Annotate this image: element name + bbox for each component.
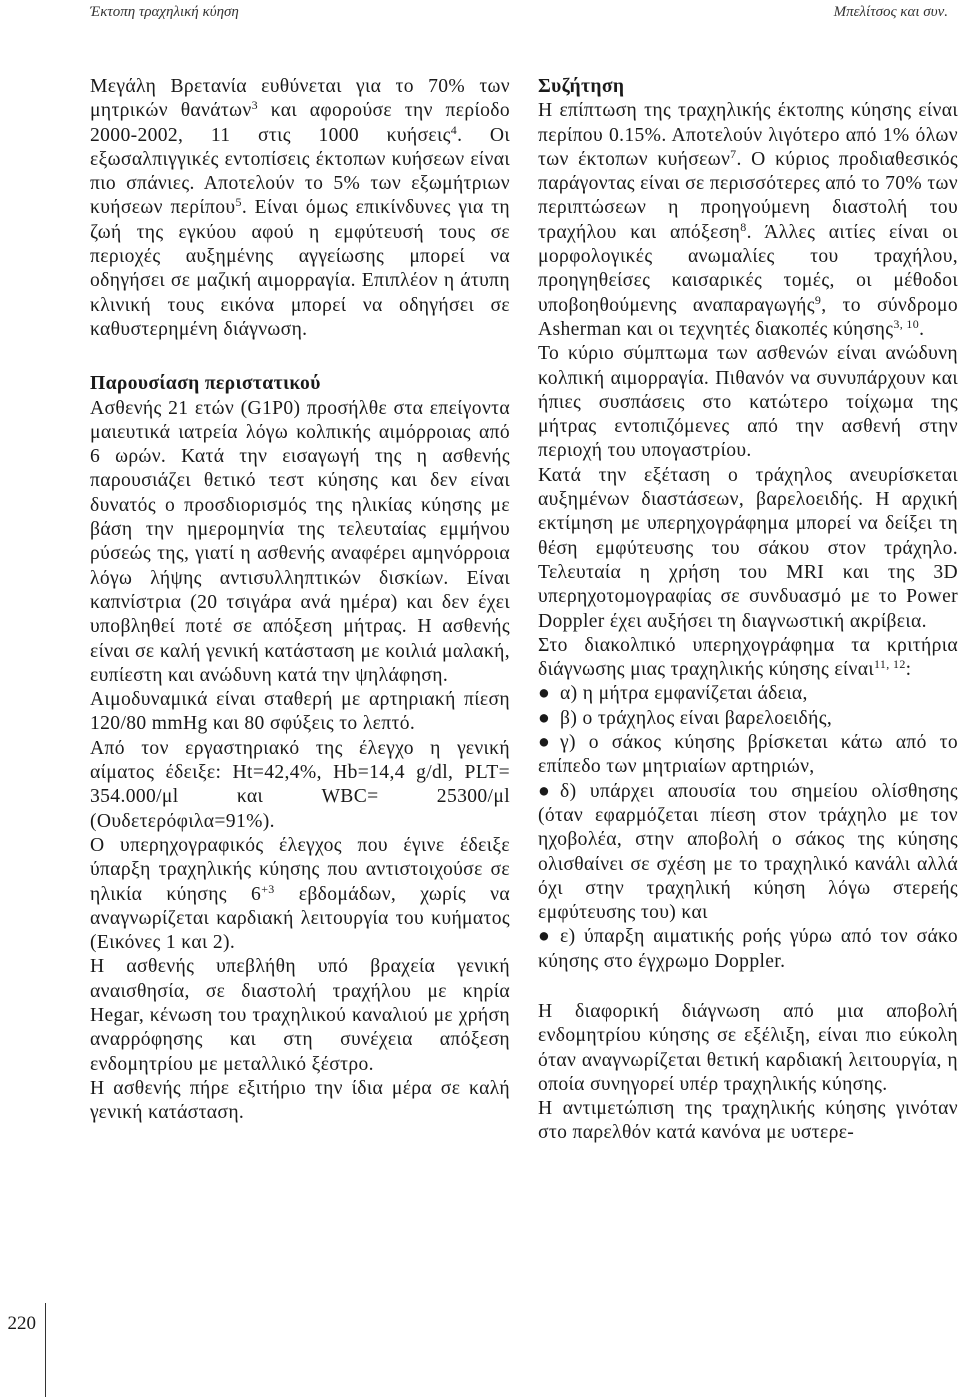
criteria-item: ● δ) υπάρχει απουσία του σημείου ολίσθησης (όταν εφαρμόζεται πίεση στον τράχηλο με τον ηχοβολέα, στην αποβολή ο σάκος της κύησης ολισθαίνει σε σχέση με το τραχηλικό κανάλι αλλά όχι στην τραχηλική κύηση λόγω στερεής εμφύτευσης του) και — [538, 780, 958, 924]
case-paragraph-2: Αιμοδυναμικά είναι σταθερή με αρτηριακή πίεση 120/80 mmHg και 80 σφύξεις το λεπτό. — [90, 689, 510, 735]
page-number: 220 — [7, 1313, 36, 1334]
discussion-paragraph-2: Το κύριο σύμπτωμα των ασθενών είναι ανώδυνη κολπική αιμορραγία. Πιθανόν να συνυπάρχουν και ήπιες συσπάσεις στο κατώτερο τοίχωμα της μήτρας εντοπιζόμενες από την ασθενή στην περιοχή του υπογαστρίου. — [538, 343, 958, 462]
criteria-item: ● γ) ο σάκος κύησης βρίσκεται κάτω από το επίπεδο των μητριαίων αρτηριών, — [538, 732, 958, 778]
bullet-icon: ● — [538, 780, 551, 802]
case-paragraph-5: Η ασθενής υπεβλήθη υπό βραχεία γενική αναισθησία, σε διαστολή τραχήλου με κηρία Hegar, κένωση του τραχηλικού καναλιού με χρήση αναρρόφησης και στη συνέχεια απόξεση ενδομητρίου με μεταλλικό ξέστρο. — [90, 956, 510, 1075]
case-paragraph-6: Η ασθενής πήρε εξιτήριο την ίδια μέρα σε καλή γενική κατάσταση. — [90, 1077, 510, 1124]
left-column — [90, 75, 510, 1125]
bullet-icon: ● — [538, 926, 551, 948]
discussion-paragraph-3: Κατά την εξέταση ο τράχηλος ανευρίσκεται αυξημένων διαστάσεων, βαρελοειδής. Η αρχική εκτίμηση με υπερηχογράφημα μπορεί να δείξει τη θέση εμφύτευσης του σάκου στον τράχηλο. Τελευταία η χρήση του MRI και της 3D υπερηχοτομογραφίας σε συνδυασμό με το Power Doppler έχει αυξήσει τη διαγνωστική ακρίβεια. — [538, 464, 958, 632]
discussion-paragraph-5: Η διαφορική διάγνωση από μια αποβολή ενδομητρίου κύησης σε εξέλιξη, είναι πιο εύκολη όταν αναγνωρίζεται θετική καρδιακή λειτουργία, η οποία συνηγορεί υπέρ τραχηλικής κύησης. — [538, 1000, 958, 1095]
bullet-icon: ● — [538, 707, 551, 729]
page-number-rule — [45, 1303, 46, 1397]
criteria-item: ● β) ο τράχηλος είναι βαρελοειδής, — [538, 707, 958, 731]
case-paragraph-1: Ασθενής 21 ετών (G1P0) προσήλθε στα επείγοντα μαιευτικά ιατρεία λόγω κολπικής αιμόρροιας από 6 ωρών. Κατά την εισαγωγή της η ασθενής παρουσιάζει θετικό τεστ κύησης και δεν είναι δυνατός ο προσδιορισμός της ηλικίας κύησης με βάση την ημερομηνία της τελευταίας εμμήνου ρύσεώς της, γιατί η ασθενής αναφέρει αμηνόρροια λόγω λήψης αντισυλληπτικών δισκίων. Είναι καπνίστρια (20 τσιγάρα ανά ημέρα) και δεν έχει υποβληθεί ποτέ σε απόξεση μήτρας. Η ασθενής είναι σε καλή γενική κατάσταση με κοιλιά μαλακή, ευπίεστη και ανώδυνη κατά την ψηλάφηση. — [90, 397, 510, 686]
case-heading: Παρουσίαση περιστατικού — [90, 373, 321, 395]
running-head-title: Έκτοπη τραχηλική κύηση — [90, 4, 239, 20]
discussion-heading: Συζήτηση — [538, 76, 625, 97]
case-paragraph-4: Ο υπερηχογραφικός έλεγχος που έγινε έδειξε ύπαρξη τραχηλικής κύησης που αντιστοιχούσε σε ηλικία κύησης $6^{+3}$ εβδομάδων, χωρίς να αναγνωρίζεται καρδιακή λειτουργία του κυήματος (Εικόνες 1 και 2). — [90, 834, 510, 954]
bullet-icon: ● — [538, 732, 551, 754]
intro-paragraph: Μεγάλη Βρετανία ευθύνεται για το 70% των μητρικών θανάτων$^3$ και αφορούσε την περίοδο 2000-2002, 11 στις 1000 κυήσεις$^4$. Οι εξωσαλπιγγικές εντοπίσεις έκτοπων κυήσεων είναι πιο σπάνιες. Αποτελούν το 5% των εξωμήτριων κυήσεων περίπου$^5$. Είναι όμως επικίνδυνες για τη ζωή της εγκύου αφού η εμφύτευσή τους σε περιοχές αυξημένης αγγείωσης μπορεί να οδηγήσει σε μαζική αιμορραγία. Επιπλέον η άτυπη κλινική τους εικόνα μπορεί να οδηγήσει σε καθυστερημένη διάγνωση. — [90, 76, 511, 340]
discussion-paragraph-4: Στο διακολπικό υπερηχογράφημα τα κριτήρια διάγνωσης μιας τραχηλικής κύησης είναι$^{11, 12}$: — [538, 634, 958, 681]
criteria-item: ● α) η μήτρα εμφανίζεται άδεια, — [538, 682, 958, 706]
bullet-icon: ● — [538, 683, 551, 705]
running-head-authors: Μπελίτσος και συν. — [833, 4, 948, 20]
discussion-paragraph-1: Η επίπτωση της τραχηλικής έκτοπης κύησης είναι περίπου 0.15%. Αποτελούν λιγότερο από 1% όλων των έκτοπων κυήσεων$^7$. Ο κύριος προδιαθεσικός παράγοντας είναι σε περισσότερες από το 70% των περιπτώσεων η προηγούμενη διαστολή του τραχήλου και απόξεση$^8$. Άλλες αιτίες είναι οι μορφολογικές ανωμαλίες του τραχήλου, προηγηθείσες καισαρικές τομές, οι μέθοδοι υποβοηθούμενης αναπαραγωγής$^9$, το σύνδρομο Asherman και οι τεχνητές διακοπές κύησης$^{3, 10}$. — [538, 100, 958, 340]
criteria-item: ● ε) ύπαρξη αιματικής ροής γύρω από τον σάκο κύησης στο έγχρωμο Doppler. — [538, 926, 958, 972]
right-column — [538, 75, 958, 1146]
running-head — [0, 4, 960, 28]
discussion-paragraph-6: Η αντιμετώπιση της τραχηλικής κύησης γινόταν στο παρελθόν κατά κανόνα με υστερε- — [538, 1098, 958, 1144]
case-paragraph-3: Από τον εργαστηριακό της έλεγχο η γενική αίματος έδειξε: Ht=42,4%, Hb=14,4 g/dl, PLT= 354.000/μl και WBC= 25300/μl (Ουδετερόφιλα=91%). — [90, 737, 510, 832]
